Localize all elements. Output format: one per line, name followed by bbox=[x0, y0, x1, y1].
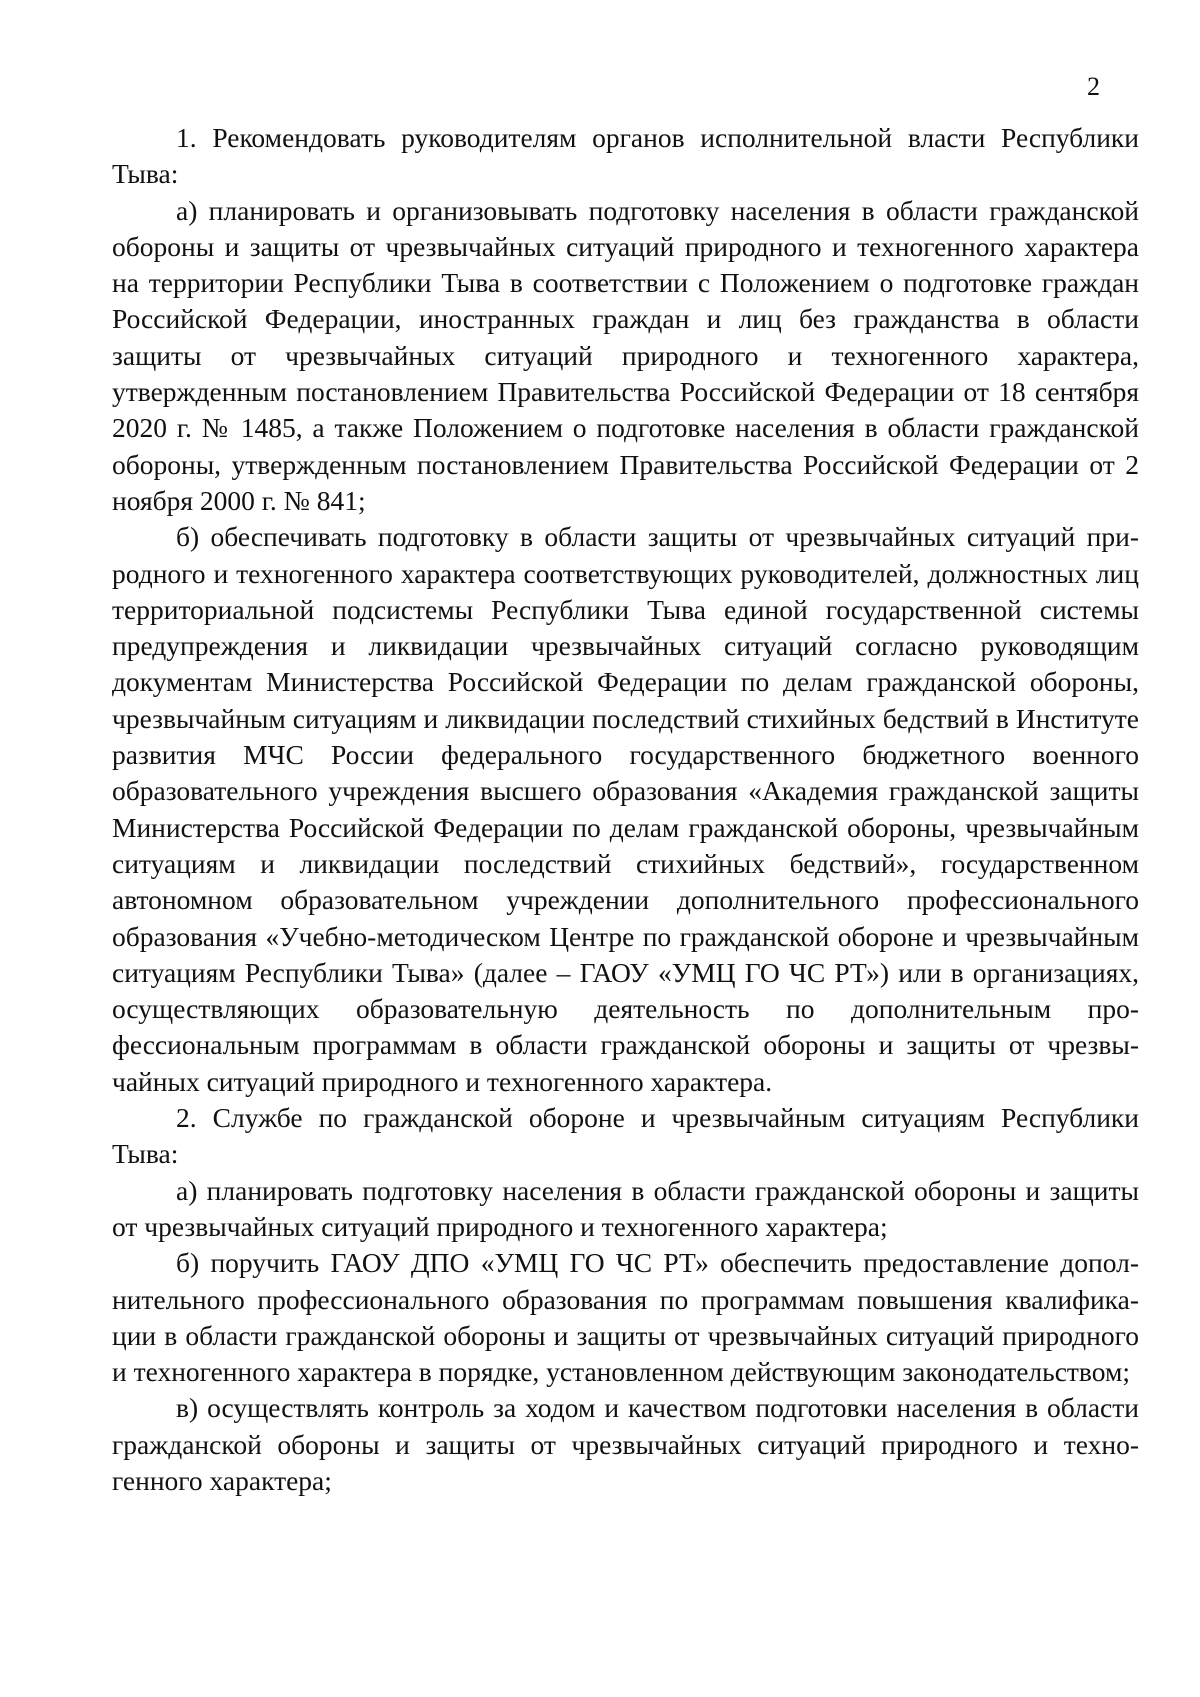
paragraph-item-2: 2. Службе по гражданской обороне и чрезвычайным ситуациям Республики Тыва: bbox=[112, 1102, 1139, 1170]
paragraph-item-2a: а) планировать подготовку населения в области гражданской обороны и защиты от чрезвычайных ситуаций природного и техногенного характера; bbox=[112, 1174, 1139, 1242]
paragraph-item-1b: б) обеспечивать подготовку в области защиты от чрезвычайных ситуаций природного и техногенного характера соответствующих руководителей, должностных лиц территориальной подсистемы Республики Тыва единой государственной системы предупреждения и ликвидации чрезвычайных ситуаций согласно руководящим документам Министерства Российской Федерации по делам гражданской обороны, чрезвычайным ситуациям и ликвидации последствий стихийных бедствий в Институте развития МЧС России федерального государственного бюджетного военного образовательного учреждения высшего образования «Академия гражданской защиты Министерства Российской Федерации по делам гражданской обороны, чрезвычайным ситуациям и ликвидации последствий стихийных бедствий», государственном автономном образовательном учреждении дополнительного профессионального образования «Учебно-методическом Центре по гражданской обороне и чрезвычайным ситуациям Республики Тыва» (далее – ГАОУ «УМЦ ГО ЧС РТ») или в организациях, осуществляющих образовательную деятельность по дополнительным профессиональным программам в области гражданской обороны и защиты от чрезвычайных ситуаций природного и техногенного характера. bbox=[112, 521, 1139, 1097]
paragraph-item-1: 1. Рекомендовать руководителям органов исполнительной власти Республики Тыва: bbox=[112, 122, 1139, 190]
paragraph-item-2c: в) осуществлять контроль за ходом и качеством подготовки населения в области гражданской обороны и защиты от чрезвычайных ситуаций природного и техногенного характера; bbox=[112, 1392, 1139, 1496]
page-number: 2 bbox=[1087, 72, 1100, 101]
paragraph-item-1a: а) планировать и организовывать подготовку населения в области гражданской обороны и защиты от чрезвычайных ситуаций природного и техногенного характера на территории Республики Тыва в соответствии с Положением о подготовке граждан Российской Федерации, иностранных граждан и лиц без гражданства в области защиты от чрезвычайных ситуаций природного и техногенного характера, утвержденным постановлением Правительства Российской Федерации от 18 сентября 2020 г. № 1485, а также Положением о подготовке населения в области гражданской обороны, утвержденным постановлением Правительства Российской Федерации от 2 ноября 2000 г. № 841; bbox=[112, 194, 1139, 516]
paragraph-item-2b: б) поручить ГАОУ ДПО «УМЦ ГО ЧС РТ» обеспечить предоставление дополнительного профессионального образования по программам повышения квалификации в области гражданской обороны и защиты от чрезвычайных ситуаций природного и техногенного характера в порядке, установленном действующим законодательством; bbox=[112, 1247, 1139, 1388]
document-body bbox=[112, 120, 1139, 1499]
